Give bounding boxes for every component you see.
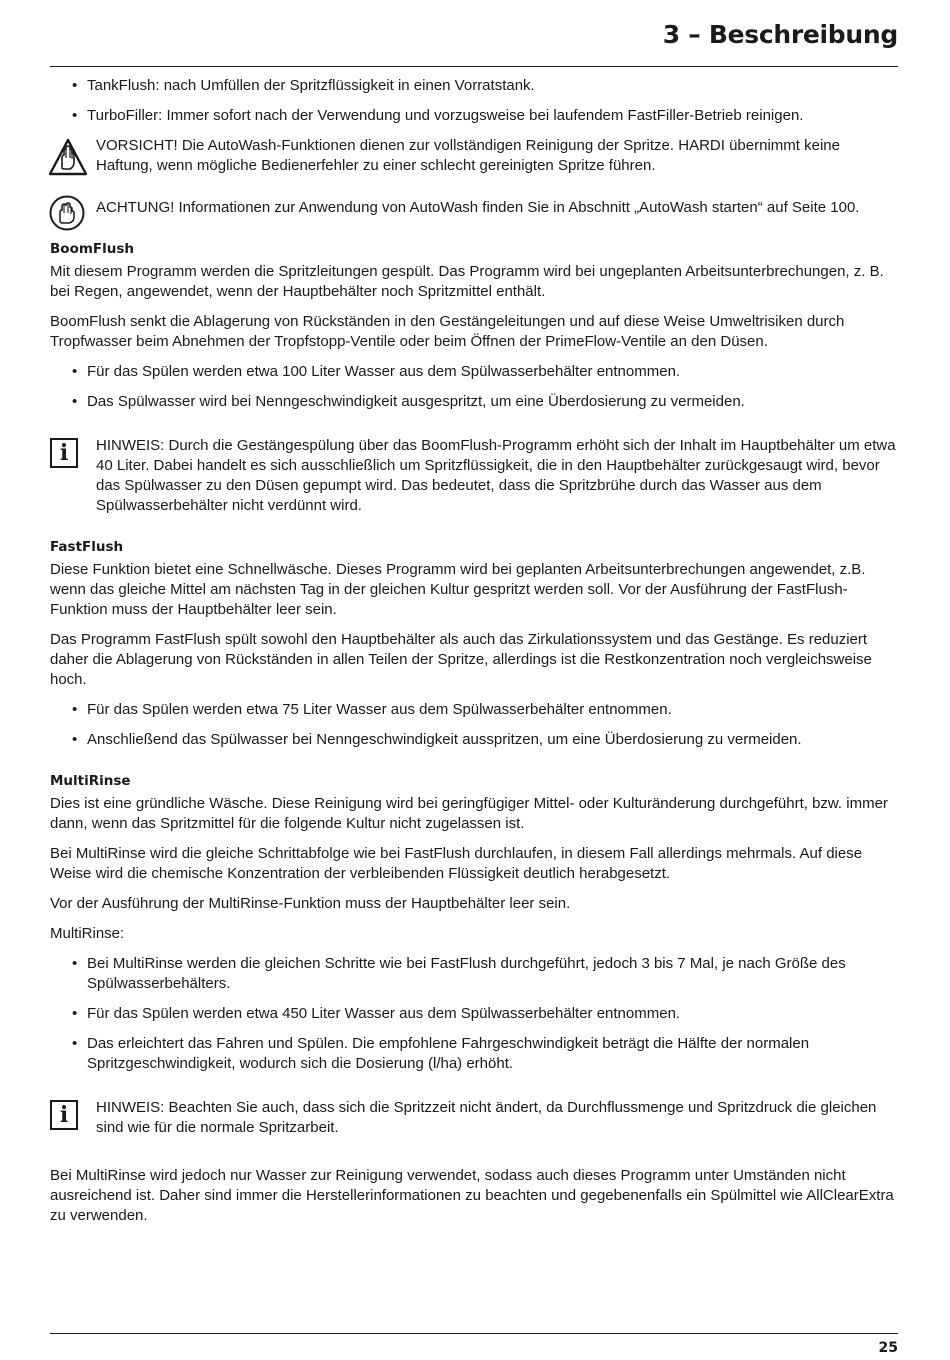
boomflush-bullet-list <box>50 362 898 412</box>
paragraph: MultiRinse: <box>50 925 125 942</box>
attention-hand-icon <box>48 194 86 238</box>
list-item: • Für das Spülen werden etwa 450 Liter Wasser aus dem Spülwasserbehälter entnommen. <box>50 1004 898 1024</box>
paragraph: Vor der Ausführung der MultiRinse-Funktion muss der Hauptbehälter leer sein. <box>50 895 571 912</box>
list-item: • Das erleichtert das Fahren und Spülen. Die empfohlene Fahrgeschwindigkeit beträgt die Hälfte der normalen Spritzgeschwindigkeit, wodurch sich die Dosierung (l/ha) erhöht. <box>50 1034 898 1074</box>
list-item: • TankFlush: nach Umfüllen der Spritzflüssigkeit in einen Vorratstank. <box>50 76 898 96</box>
page-content <box>50 76 898 1236</box>
paragraph: Bei MultiRinse wird die gleiche Schrittabfolge wie bei FastFlush durchlaufen, in diesem Fall allerdings mehrmals. Auf diese Weise wird die chemische Konzentration der verbleibenden Flüssigkeit deutlich herabgesetzt. <box>50 845 863 882</box>
fastflush-bullet-list <box>50 700 898 750</box>
closing-paragraph: Bei MultiRinse wird jedoch nur Wasser zur Reinigung verwendet, sodass auch dieses Programm unter Umständen nicht ausreichend ist. Daher sind immer die Herstellerinformationen zu beachten und gegebenenfalls ein Spülmittel wie AllClearExtra zu verwenden. <box>50 1167 894 1224</box>
info-icon: i <box>50 1100 78 1130</box>
multirinse-bullet-list <box>50 954 898 1074</box>
warning-hand-icon <box>48 138 88 182</box>
list-item: • Bei MultiRinse werden die gleichen Schritte wie bei FastFlush durchgeführt, jedoch 3 bis 7 Mal, je nach Größe des Spülwasserbehälters. <box>50 954 898 994</box>
list-item: • Für das Spülen werden etwa 100 Liter Wasser aus dem Spülwasserbehälter entnommen. <box>50 362 898 382</box>
section-heading-boomflush: BoomFlush <box>50 241 135 257</box>
intro-bullet-list <box>50 76 898 126</box>
paragraph: Mit diesem Programm werden die Spritzleitungen gespült. Das Programm wird bei ungeplanten Arbeitsunterbrechungen, z. B. bei Regen, angewendet, wenn der Hauptbehälter noch Spritzmittel enthält. <box>50 263 884 300</box>
paragraph: Diese Funktion bietet eine Schnellwäsche. Dieses Programm wird bei geplanten Arbeitsunterbrechungen angewendet, z.B. wenn das gleiche Mittel am nächsten Tag in der gleichen Kultur gespritzt werden soll. Vor der Ausführung der FastFlush-Funktion muss der Hauptbehälter leer sein. <box>50 561 866 618</box>
list-item: • Anschließend das Spülwasser bei Nenngeschwindigkeit ausspritzen, um eine Überdosierung zu vermeiden. <box>50 730 898 750</box>
list-item: • Das Spülwasser wird bei Nenngeschwindigkeit ausgespritzt, um eine Überdosierung zu vermeiden. <box>50 392 898 412</box>
multirinse-note <box>50 1098 898 1138</box>
boomflush-note <box>50 436 898 516</box>
note-text: HINWEIS: Beachten Sie auch, dass sich die Spritzzeit nicht ändert, da Durchflussmenge und Spritzdruck die gleichen sind wie für die normale Spritzarbeit. <box>96 1099 877 1136</box>
attention-notice <box>50 198 898 218</box>
info-icon: i <box>50 438 78 468</box>
caution-notice <box>50 136 898 176</box>
page-title: 3 – Beschreibung <box>662 20 898 49</box>
list-item: • Für das Spülen werden etwa 75 Liter Wasser aus dem Spülwasserbehälter entnommen. <box>50 700 898 720</box>
paragraph: Das Programm FastFlush spült sowohl den Hauptbehälter als auch das Zirkulationssystem und das Gestänge. Es reduziert daher die Ablagerung von Rückständen in allen Teilen der Spritze, allerdings ist die Restkonzentration noch vergleichsweise hoch. <box>50 631 872 688</box>
paragraph: BoomFlush senkt die Ablagerung von Rückständen in den Gestängeleitungen und auf diese Weise Umweltrisiken durch Tropfwasser beim Abnehmen der Tropfstopp-Ventile oder beim Öffnen der PrimeFlow-Ventile an den Düsen. <box>50 313 845 350</box>
list-item: • TurboFiller: Immer sofort nach der Verwendung und vorzugsweise bei laufendem FastFiller-Betrieb reinigen. <box>50 106 898 126</box>
page-number: 25 <box>878 1340 898 1356</box>
paragraph: Dies ist eine gründliche Wäsche. Diese Reinigung wird bei geringfügiger Mittel- oder Kulturänderung durchgeführt, bzw. immer dann, wenn das Spritzmittel für die folgende Kultur nicht zugelassen ist. <box>50 795 888 832</box>
attention-text: ACHTUNG! Informationen zur Anwendung von AutoWash finden Sie in Abschnitt „AutoWash starten“ auf Seite 100. <box>96 199 860 216</box>
section-heading-multirinse: MultiRinse <box>50 773 131 789</box>
caution-text: VORSICHT! Die AutoWash-Funktionen dienen zur vollständigen Reinigung der Spritze. HARDI übernimmt keine Haftung, wenn mögliche Bedienerfehler zu einer schlecht gereinigten Spritze führen. <box>96 137 840 174</box>
header-divider <box>50 66 898 67</box>
footer-divider <box>50 1333 898 1334</box>
section-heading-fastflush: FastFlush <box>50 539 124 555</box>
note-text: HINWEIS: Durch die Gestängespülung über das BoomFlush-Programm erhöht sich der Inhalt im Hauptbehälter um etwa 40 Liter. Dabei handelt es sich ausschließlich um Spritzflüssigkeit, die in den Hauptbehälter zurückgesaugt wird, bevor das Spülwasser zu den Düsen gepumpt wird. Das bedeutet, dass die Spritzbrühe durch das Wasser aus dem Spülwasserbehälter nicht verdünnt wird. <box>96 437 896 514</box>
